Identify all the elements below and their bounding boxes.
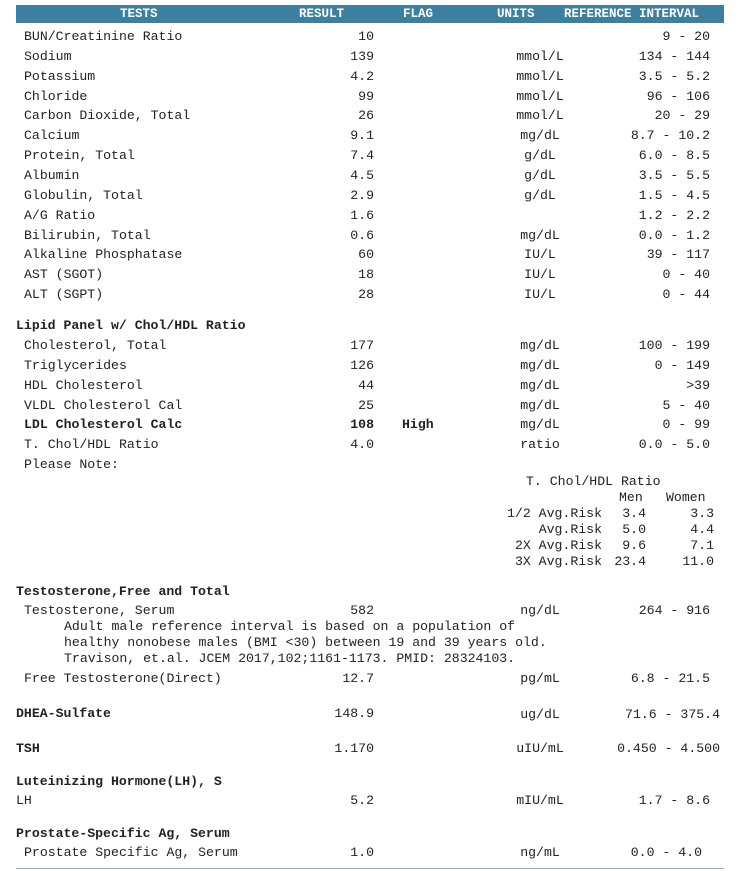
test-name: AST (SGOT) <box>24 267 104 283</box>
note-label-row <box>0 457 742 475</box>
test-result: 60 <box>358 247 374 263</box>
test-units: g/dL <box>524 187 556 203</box>
test-units: g/dL <box>524 167 556 183</box>
test-units: mmol/L <box>516 88 564 104</box>
test-result: 108 <box>350 417 374 433</box>
table-row <box>0 741 742 759</box>
header-reference: REFERENCE INTERVAL <box>564 7 700 21</box>
section-title: Testosterone,Free and Total <box>16 584 230 599</box>
test-units: uIU/mL <box>516 741 564 756</box>
test-reference: 39 - 117 <box>646 247 710 263</box>
test-units: mg/dL <box>520 357 560 373</box>
test-units: ug/dL <box>520 707 560 722</box>
table-row <box>0 845 742 863</box>
test-result: 1.6 <box>350 207 374 223</box>
header-tests: TESTS <box>120 7 158 21</box>
test-reference: 3.5 - 5.5 <box>638 167 710 183</box>
table-row <box>0 168 742 186</box>
testosterone-note-line: Adult male reference interval is based on a population of <box>64 619 516 634</box>
test-name: Cholesterol, Total <box>24 338 167 353</box>
ratio-men-value: 23.4 <box>614 554 646 569</box>
test-result: 44 <box>358 377 374 393</box>
test-result: 5.2 <box>350 793 374 808</box>
table-row <box>0 228 742 246</box>
test-reference: 134 - 144 <box>638 48 710 64</box>
section-lipid <box>0 318 742 336</box>
table-row <box>0 287 742 305</box>
section-title: Luteinizing Hormone(LH), S <box>16 774 222 789</box>
test-name: Sodium <box>24 48 72 64</box>
test-flag: High <box>402 417 434 433</box>
test-result: 139 <box>350 48 374 64</box>
test-reference: 96 - 106 <box>646 88 710 104</box>
ratio-risk-label: 2X Avg.Risk <box>514 538 602 553</box>
test-reference: 1.2 - 2.2 <box>638 207 710 223</box>
test-units: mg/dL <box>520 397 560 413</box>
header-units: UNITS <box>497 7 535 21</box>
table-row <box>0 437 742 455</box>
ratio-women-value: 11.0 <box>682 554 714 569</box>
ratio-risk-label: 3X Avg.Risk <box>514 554 602 569</box>
test-units: ratio <box>520 437 560 453</box>
test-units: mg/dL <box>520 227 560 243</box>
test-name: Prostate Specific Ag, Serum <box>24 845 238 860</box>
test-result: 4.0 <box>350 437 374 453</box>
test-name: HDL Cholesterol <box>24 377 143 393</box>
test-name: Alkaline Phosphatase <box>24 247 183 263</box>
test-units: mmol/L <box>516 68 564 84</box>
test-result: 582 <box>350 603 374 618</box>
test-reference: 71.6 - 375.4 <box>625 707 720 722</box>
test-reference: >39 <box>686 377 710 393</box>
test-reference: 3.5 - 5.2 <box>638 68 710 84</box>
test-name: Albumin <box>24 167 80 183</box>
test-reference: 1.7 - 8.6 <box>638 793 710 808</box>
table-header <box>16 5 724 23</box>
test-name: VLDL Cholesterol Cal <box>24 397 183 413</box>
table-row <box>0 188 742 206</box>
test-name: BUN/Creatinine Ratio <box>24 29 183 44</box>
test-name: LH <box>16 793 32 808</box>
test-units: ng/mL <box>520 845 560 860</box>
test-name: DHEA-Sulfate <box>16 706 111 721</box>
table-row <box>0 49 742 67</box>
test-reference: 0.0 - 4.0 <box>630 845 702 860</box>
table-row <box>0 417 742 435</box>
ratio-men-value: 9.6 <box>622 538 646 553</box>
testosterone-note-line: Travison, et.al. JCEM 2017,102;1161-1173. PMID: 28324103. <box>64 651 516 666</box>
test-units: mg/dL <box>520 338 560 353</box>
test-result: 177 <box>350 338 374 353</box>
test-name: Chloride <box>24 88 88 104</box>
test-reference: 9 - 20 <box>662 29 710 44</box>
test-result: 7.4 <box>350 148 374 164</box>
test-result: 126 <box>350 357 374 373</box>
test-name: ALT (SGPT) <box>24 287 104 303</box>
section-title: Prostate-Specific Ag, Serum <box>16 826 230 841</box>
test-name: T. Chol/HDL Ratio <box>24 437 159 453</box>
test-name: LDL Cholesterol Calc <box>24 417 183 433</box>
test-result: 25 <box>358 397 374 413</box>
table-row <box>0 128 742 146</box>
ratio-men-header: Men <box>619 490 643 505</box>
table-row <box>0 671 742 689</box>
table-row <box>0 338 742 356</box>
table-row <box>0 29 742 47</box>
test-name: Protein, Total <box>24 148 135 164</box>
test-units: IU/L <box>524 287 556 303</box>
test-result: 0.6 <box>350 227 374 243</box>
section-title: Lipid Panel w/ Chol/HDL Ratio <box>16 318 246 333</box>
table-row <box>0 793 742 811</box>
test-units: mg/dL <box>520 417 560 433</box>
table-row <box>0 398 742 416</box>
test-units: mg/dL <box>520 128 560 144</box>
test-units: mmol/L <box>516 108 564 124</box>
test-reference: 20 - 29 <box>654 108 710 124</box>
test-reference: 0 - 40 <box>662 267 710 283</box>
table-row <box>0 378 742 396</box>
ratio-women-value: 4.4 <box>690 522 714 537</box>
test-name: Bilirubin, Total <box>24 227 151 243</box>
test-result: 1.170 <box>334 741 374 756</box>
ratio-men-value: 5.0 <box>622 522 646 537</box>
test-result: 2.9 <box>350 187 374 203</box>
test-units: pg/mL <box>520 671 560 686</box>
test-result: 18 <box>358 267 374 283</box>
ratio-women-header: Women <box>666 490 706 505</box>
test-result: 26 <box>358 108 374 124</box>
test-units: mIU/mL <box>516 793 564 808</box>
section-lh <box>0 774 742 792</box>
table-row-values <box>0 707 742 725</box>
test-result: 28 <box>358 287 374 303</box>
ratio-women-value: 7.1 <box>690 538 714 553</box>
bottom-divider <box>16 868 724 869</box>
test-reference: 6.0 - 8.5 <box>638 148 710 164</box>
test-name: A/G Ratio <box>24 207 96 223</box>
note-label: Please Note: <box>24 457 119 472</box>
test-reference: 0 - 99 <box>662 417 710 433</box>
test-name: Testosterone, Serum <box>24 603 175 618</box>
test-units: IU/L <box>524 247 556 263</box>
header-result: RESULT <box>299 7 345 21</box>
ratio-title: T. Chol/HDL Ratio <box>526 474 661 489</box>
ratio-men-value: 3.4 <box>622 506 646 521</box>
table-row <box>0 69 742 87</box>
section-testosterone <box>0 584 742 602</box>
header-flag: FLAG <box>403 7 434 21</box>
test-reference: 0.450 - 4.500 <box>617 741 720 756</box>
table-row <box>0 208 742 226</box>
table-row <box>0 89 742 107</box>
table-row <box>0 267 742 285</box>
test-reference: 100 - 199 <box>638 338 710 353</box>
test-reference: 0 - 149 <box>654 357 710 373</box>
test-reference: 0.0 - 1.2 <box>638 227 710 243</box>
test-units: mmol/L <box>516 48 564 64</box>
test-name: Carbon Dioxide, Total <box>24 108 191 124</box>
test-result: 4.5 <box>350 167 374 183</box>
test-name: Triglycerides <box>24 357 127 373</box>
table-row <box>0 247 742 265</box>
test-reference: 8.7 - 10.2 <box>630 128 710 144</box>
test-name: Globulin, Total <box>24 187 143 203</box>
test-reference: 6.8 - 21.5 <box>630 671 710 686</box>
test-name: Free Testosterone(Direct) <box>24 671 222 686</box>
table-row <box>0 358 742 376</box>
test-result: 10 <box>358 29 374 44</box>
testosterone-note-line: healthy nonobese males (BMI <30) between 19 and 39 years old. <box>64 635 547 650</box>
test-result: 4.2 <box>350 68 374 84</box>
test-result: 99 <box>358 88 374 104</box>
table-row <box>0 148 742 166</box>
test-reference: 0.0 - 5.0 <box>638 437 710 453</box>
test-result: 1.0 <box>350 845 374 860</box>
section-psa <box>0 826 742 844</box>
test-name: TSH <box>16 741 40 756</box>
test-result: 9.1 <box>350 128 374 144</box>
test-reference: 264 - 916 <box>638 603 710 618</box>
ratio-risk-label: 1/2 Avg.Risk <box>507 506 602 521</box>
test-units: IU/L <box>524 267 556 283</box>
ratio-women-value: 3.3 <box>690 506 714 521</box>
ratio-risk-label: Avg.Risk <box>538 522 602 537</box>
table-row <box>0 108 742 126</box>
test-name: Calcium <box>24 128 80 144</box>
test-units: g/dL <box>524 148 556 164</box>
test-result: 12.7 <box>342 671 374 686</box>
test-reference: 5 - 40 <box>662 397 710 413</box>
test-reference: 0 - 44 <box>662 287 710 303</box>
test-units: ng/dL <box>520 603 560 618</box>
test-name: Potassium <box>24 68 96 84</box>
test-units: mg/dL <box>520 377 560 393</box>
test-reference: 1.5 - 4.5 <box>638 187 710 203</box>
test-result: 148.9 <box>334 706 374 721</box>
